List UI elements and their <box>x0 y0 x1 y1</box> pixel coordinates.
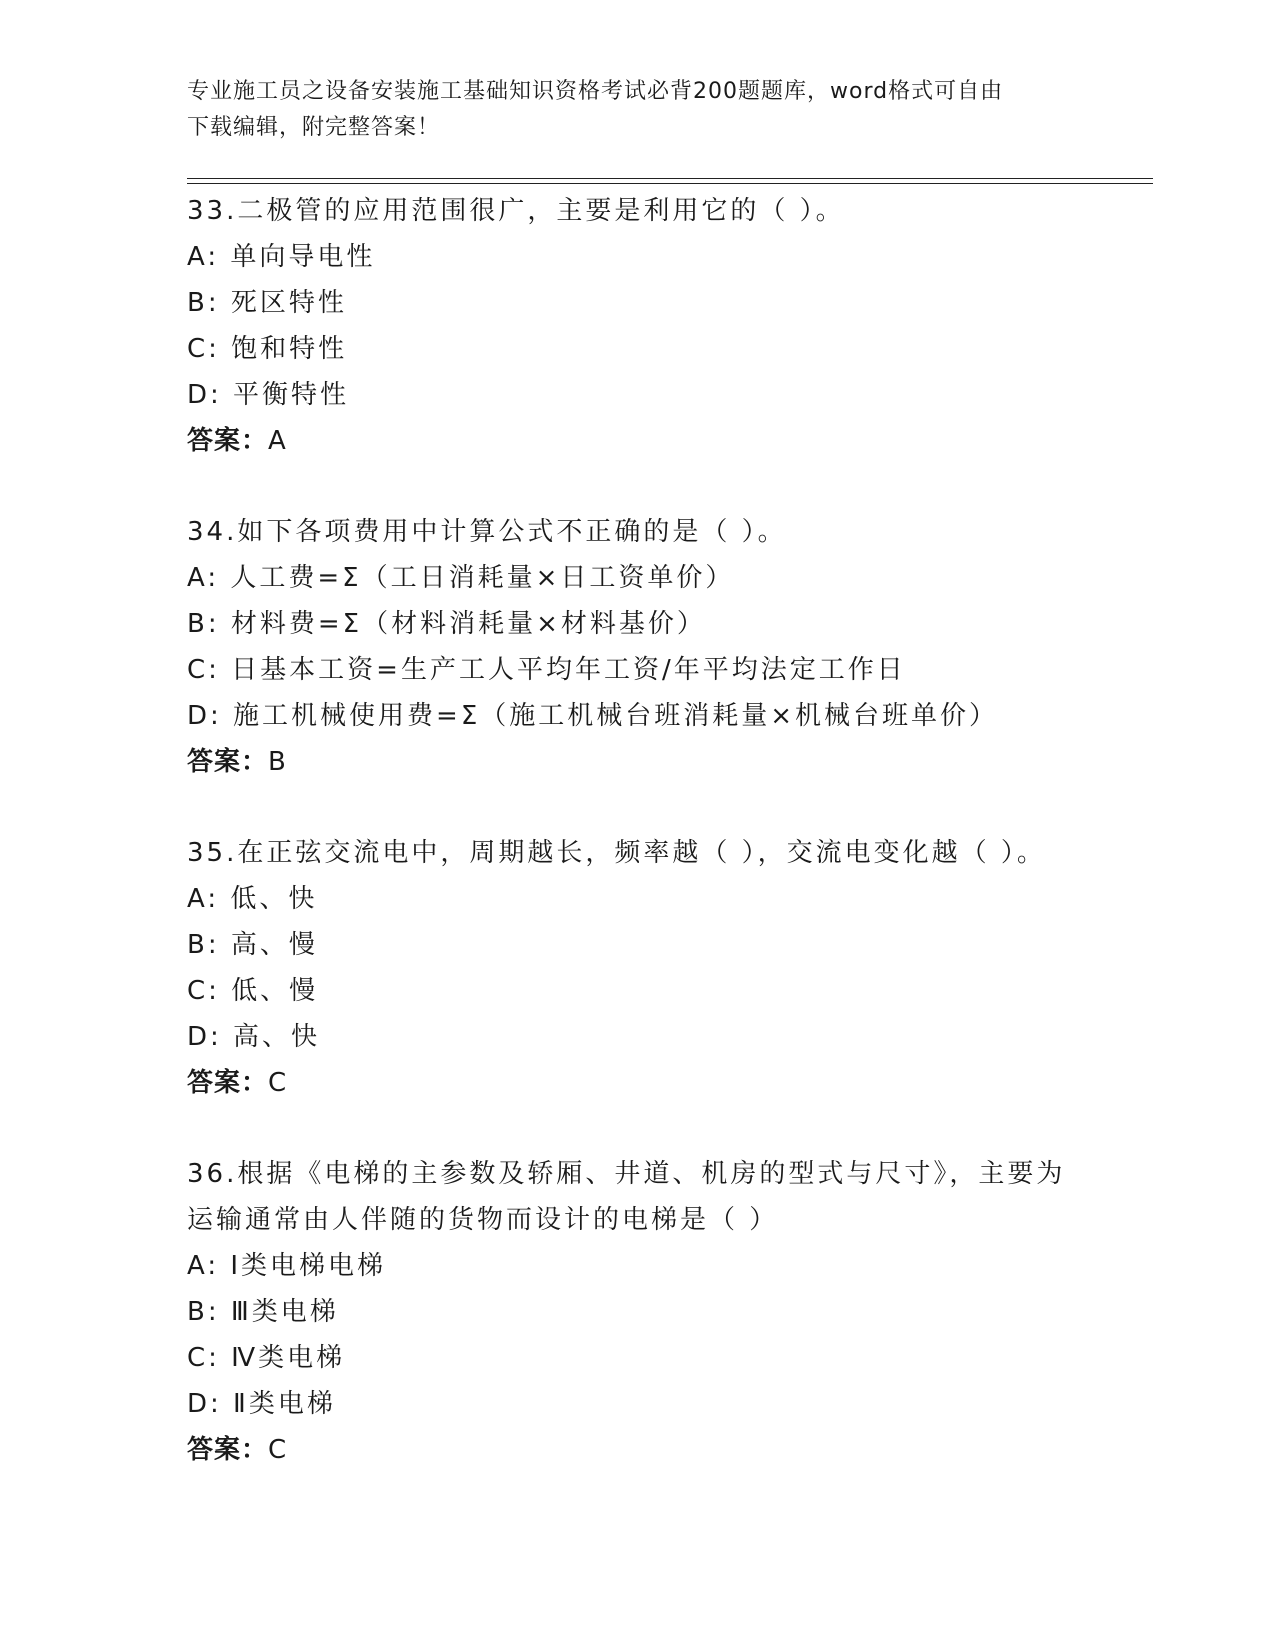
question-stem: 运输通常由人伴随的货物而设计的电梯是（ ） <box>187 1205 779 1235</box>
question-stem: 36.根据《电梯的主参数及轿厢、井道、机房的型式与尺寸》，主要为 <box>187 1159 1066 1189</box>
header-line-2: 下载编辑，附完整答案！ <box>187 115 441 140</box>
answer-value: C <box>268 1068 288 1098</box>
question-block <box>187 1151 1087 1473</box>
answer-value: B <box>268 747 287 777</box>
question-option: B: 死区特性 <box>187 288 347 318</box>
question-stem: 33.二极管的应用范围很广，主要是利用它的（ ）。 <box>187 196 845 226</box>
question-option: A: 人工费=Σ（工日消耗量×日工资单价） <box>187 563 735 593</box>
answer-label: 答案： <box>187 426 269 456</box>
question-option: B: 高、慢 <box>187 930 318 960</box>
question-option: D: Ⅱ类电梯 <box>187 1389 336 1419</box>
answer-line <box>187 1060 1087 1106</box>
question-stem: 34.如下各项费用中计算公式不正确的是（ ）。 <box>187 517 787 547</box>
question-option: D: 施工机械使用费=Σ（施工机械台班消耗量×机械台班单价） <box>187 701 999 731</box>
header-divider-top <box>187 178 1153 179</box>
question-option: C: 日基本工资=生产工人平均年工资/年平均法定工作日 <box>187 655 906 685</box>
question-option: C: Ⅳ类电梯 <box>187 1343 346 1373</box>
answer-line <box>187 418 1087 464</box>
answer-value: C <box>268 1435 288 1465</box>
question-option: D: 平衡特性 <box>187 380 350 410</box>
answer-label: 答案： <box>187 1068 269 1098</box>
question-option: C: 饱和特性 <box>187 334 348 364</box>
header-divider-bottom <box>187 183 1153 184</box>
document-header <box>187 74 1067 146</box>
answer-label: 答案： <box>187 1435 269 1465</box>
header-line-1: 专业施工员之设备安装施工基础知识资格考试必背200题题库，word格式可自由 <box>187 79 1004 104</box>
question-stem: 35.在正弦交流电中，周期越长，频率越（ ），交流电变化越（ ）。 <box>187 838 1046 868</box>
answer-label: 答案： <box>187 747 269 777</box>
question-list <box>187 188 1087 1518</box>
question-option: B: 材料费=Σ（材料消耗量×材料基价） <box>187 609 706 639</box>
question-block <box>187 188 1087 464</box>
answer-value: A <box>268 426 287 456</box>
question-option: D: 高、快 <box>187 1022 321 1052</box>
question-option: A: 单向导电性 <box>187 242 376 272</box>
question-option: B: Ⅲ类电梯 <box>187 1297 339 1327</box>
question-block <box>187 509 1087 785</box>
answer-line <box>187 1427 1087 1473</box>
question-block <box>187 830 1087 1106</box>
answer-line <box>187 739 1087 785</box>
question-option: A: Ⅰ类电梯电梯 <box>187 1251 387 1281</box>
question-option: C: 低、慢 <box>187 976 319 1006</box>
question-option: A: 低、快 <box>187 884 318 914</box>
